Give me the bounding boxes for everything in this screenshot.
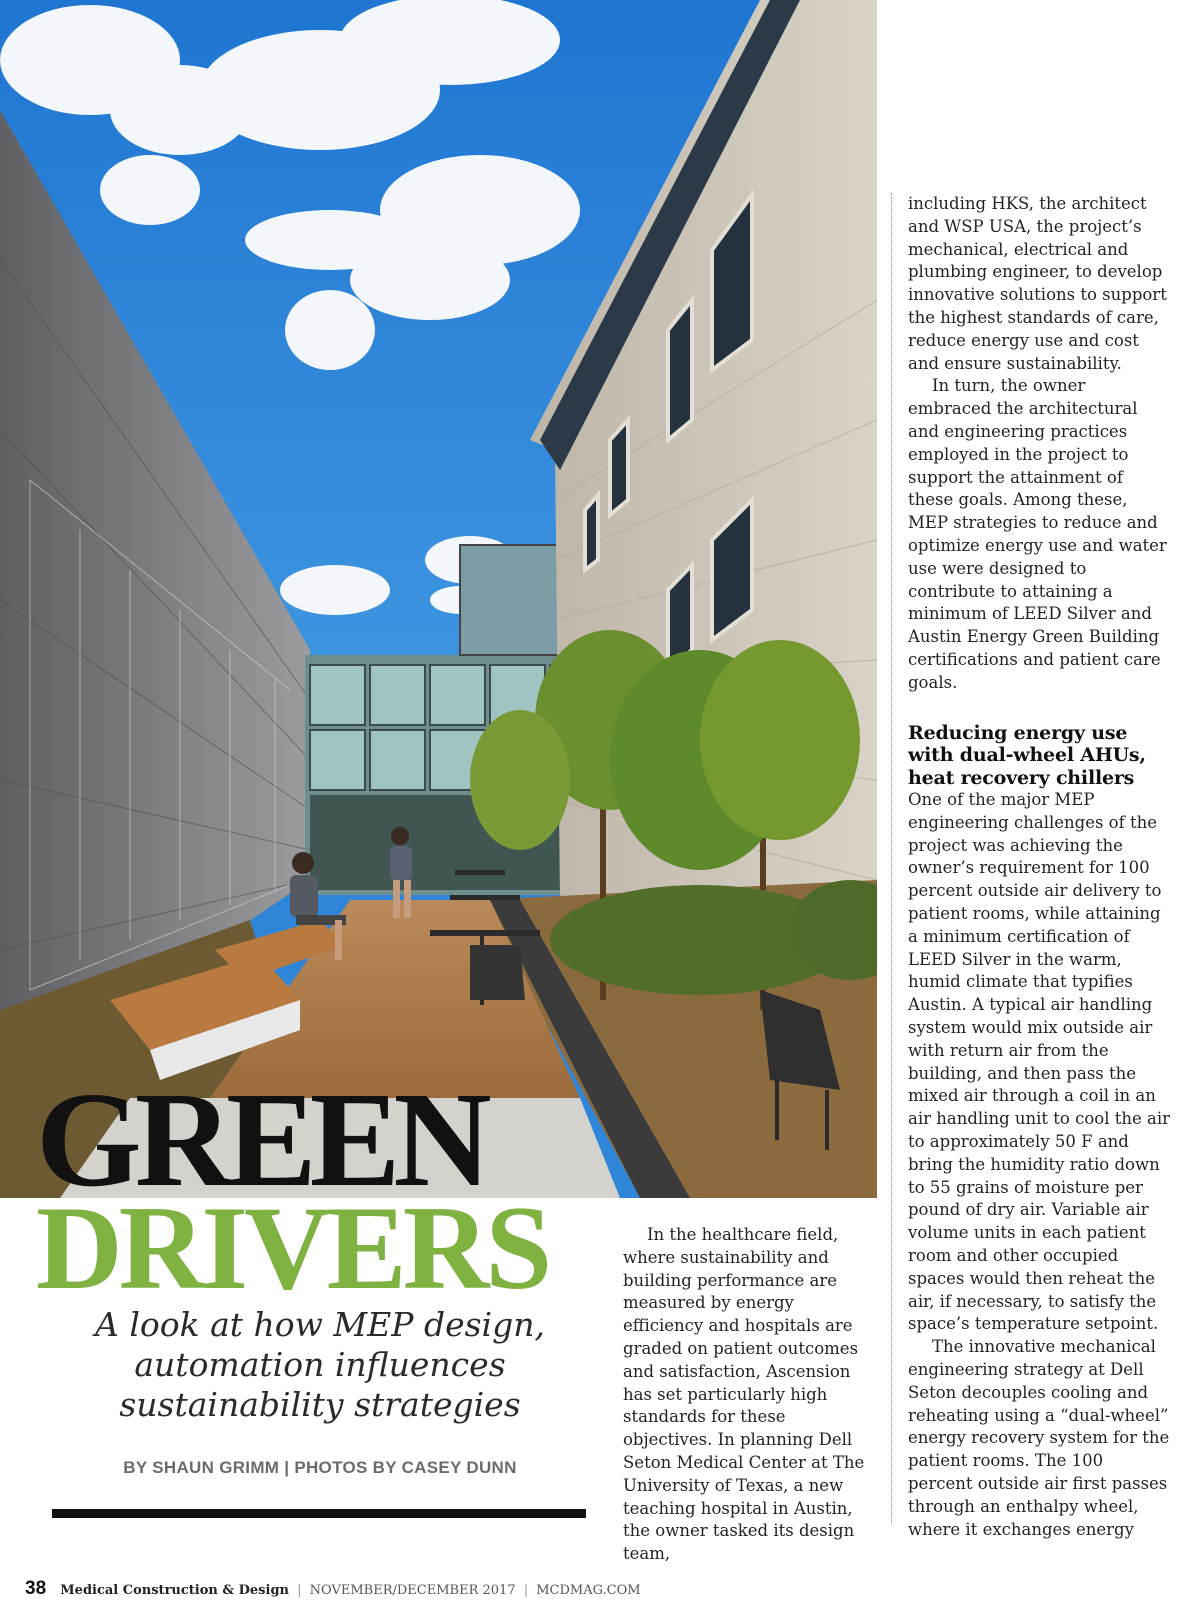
body-paragraph-1: including HKS, the architect and WSP USA, the project’s mechanical, electrical and plumbing engineer, to develop innovative solutions to support the highest standards of care, reduce energy use and cost and ensure sustainability. [908, 194, 1167, 373]
middle-text-column [623, 1224, 875, 1566]
column-divider [891, 193, 892, 1523]
website: MCDMAG.COM [536, 1583, 641, 1598]
article-deck: A look at how MEP design, automation influences sustainability strategies [95, 1305, 545, 1424]
issue-date: NOVEMBER/DECEMBER 2017 [309, 1583, 516, 1598]
page-footer [25, 1578, 1125, 1604]
headline-word-green: GREEN [36, 1065, 485, 1215]
right-text-column [908, 193, 1170, 1541]
body-paragraph-4: The innovative mechanical engineering strategy at Dell Seton decouples cooling and reheating using a “dual-wheel” energy recovery system for the patient rooms. The 100 percent outside air first passes through an enthalpy wheel, where it exchanges energy [908, 1337, 1170, 1539]
black-rule-bar [52, 1509, 586, 1518]
footer-separator: | [523, 1583, 529, 1598]
intro-paragraph: In the healthcare field, where sustainability and building performance are measured by energy efficiency and hospitals are graded on patient outcomes and satisfaction, Ascension has set particularly high standards for these objectives. In planning Dell Seton Medical Center at The University of Texas, a new teaching hospital in Austin, the owner tasked its design team, [623, 1225, 865, 1564]
publication-name: Medical Construction & Design [60, 1583, 289, 1598]
body-paragraph-2: In turn, the owner embraced the architectural and engineering practices employed in the project to support the attainment of these goals. Among these, MEP strategies to reduce and optimize energy use and water use were designed to contribute to attaining a minimum of LEED Silver and Austin Energy Green Building certifications and patient care goals. [908, 376, 1167, 692]
body-paragraph-3: One of the major MEP engineering challenges of the project was achieving the owner’s requirement for 100 percent outside air delivery to patient rooms, while attaining a minimum certification of LEED Silver in the warm, humid climate that typifies Austin. A typical air handling system would mix outside air with return air from the building, and then pass the mixed air through a coil in an air handling unit to cool the air to approximately 50 F and bring the humidity ratio down to 55 grains of moisture per pound of dry air. Variable air volume units in each patient room and other occupied spaces would then reheat the air, if necessary, to satisfy the space’s temperature setpoint. [908, 790, 1171, 1334]
section-subhead: Reducing energy use with dual-wheel AHUs, heat recovery chillers [908, 721, 1146, 789]
byline: BY SHAUN GRIMM | PHOTOS BY CASEY DUNN [123, 1458, 517, 1477]
headline-word-drivers: DRIVERS [36, 1181, 549, 1314]
page-number: 38 [25, 1578, 47, 1599]
footer-separator: | [297, 1583, 302, 1598]
